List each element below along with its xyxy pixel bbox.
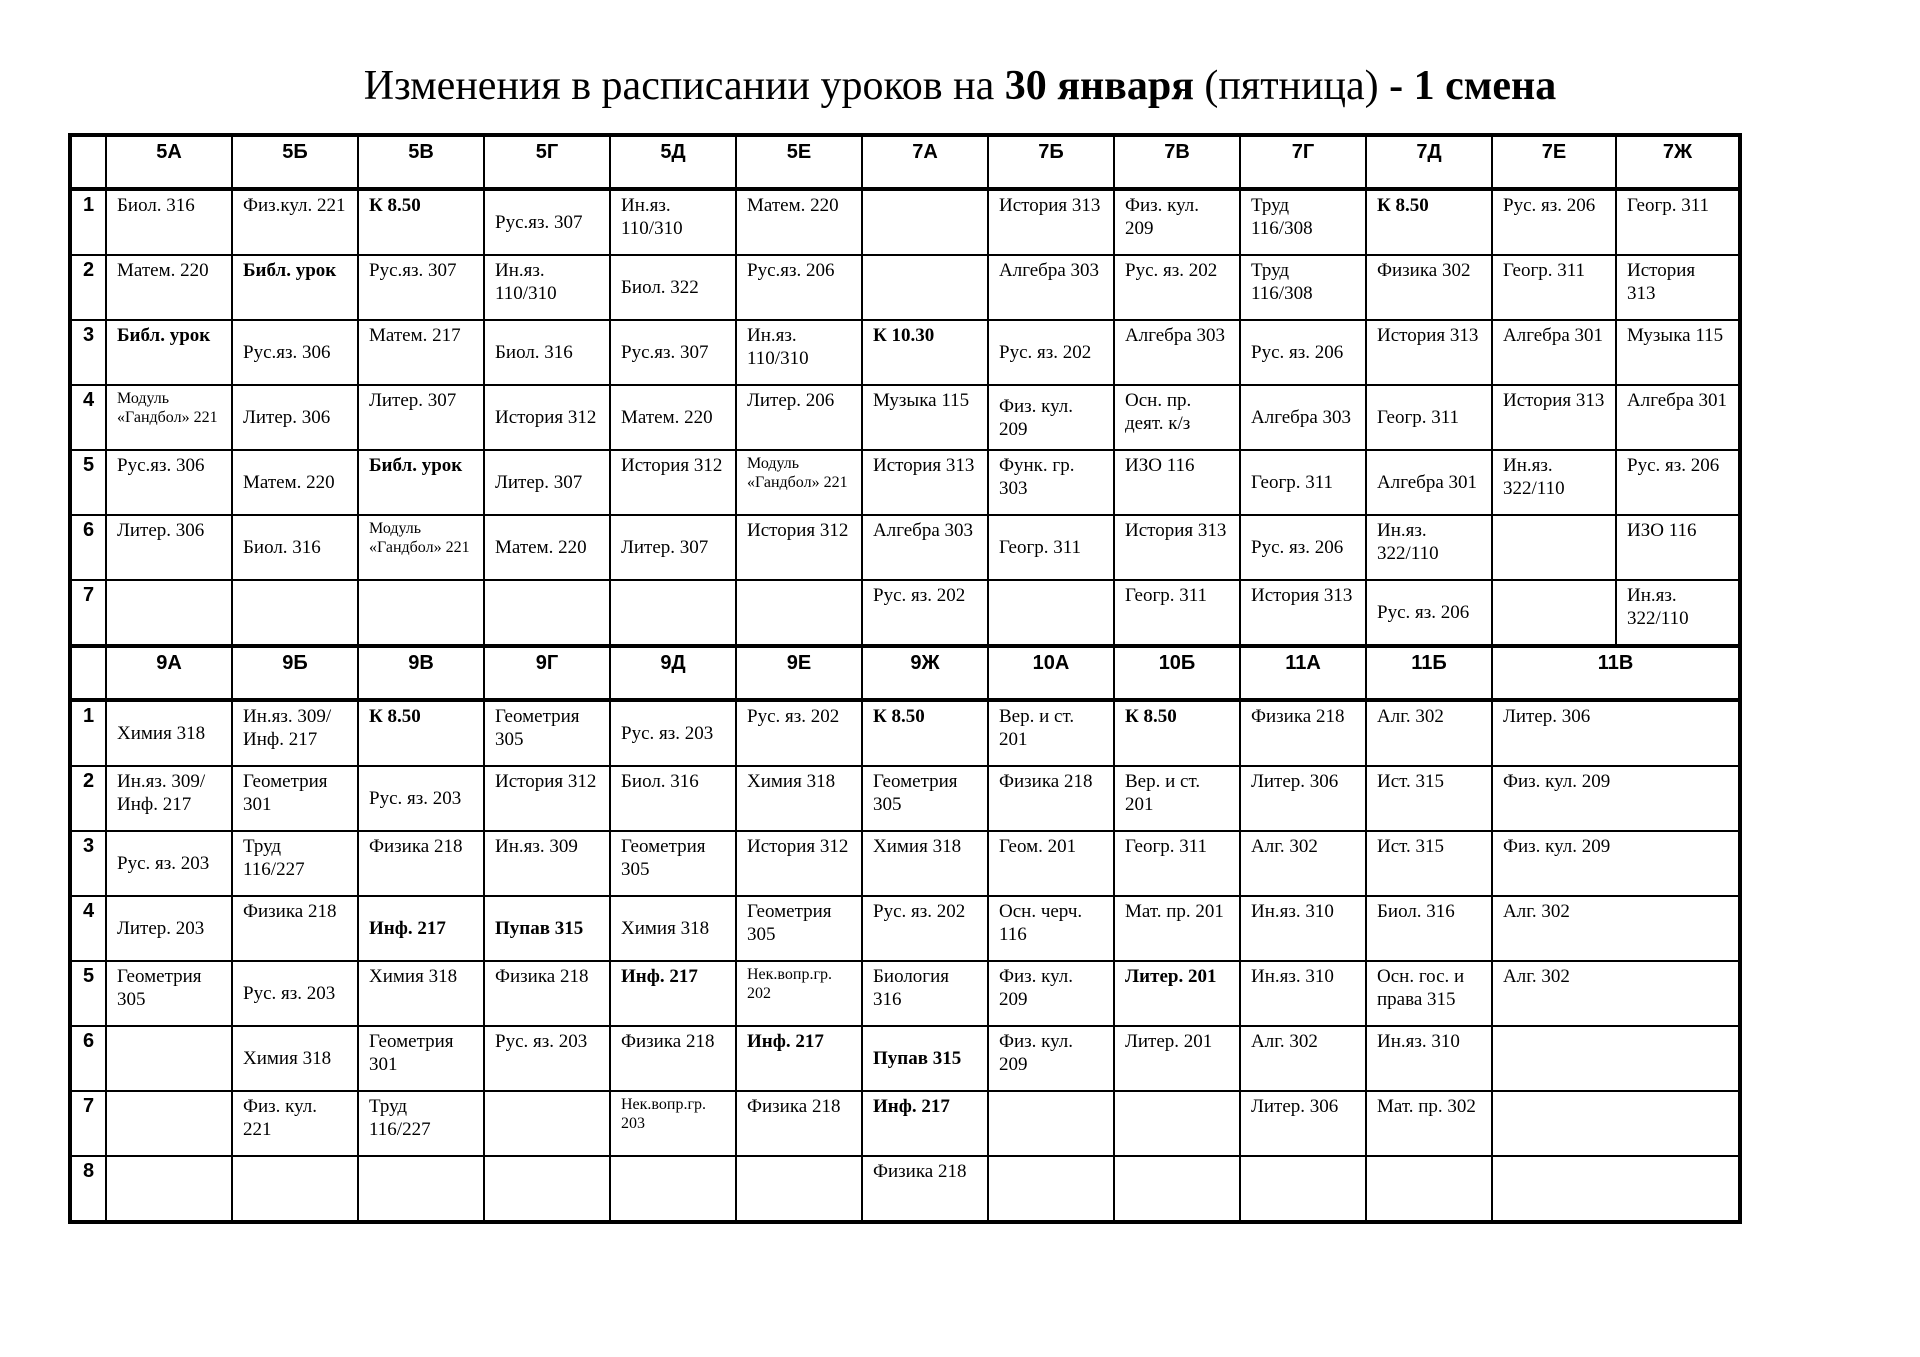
lesson-cell: Физ. кул. 209 — [1492, 766, 1740, 831]
lesson-cell: Физика 218 — [988, 766, 1114, 831]
lesson-cell: К 8.50 — [358, 700, 484, 766]
lesson-cell: Геометрия 305 — [736, 896, 862, 961]
lesson-cell: Физ. кул. 209 — [1492, 831, 1740, 896]
lesson-cell: Физика 218 — [232, 896, 358, 961]
lesson-cell: Матем. 220 — [736, 189, 862, 255]
class-header: 5А — [106, 135, 232, 189]
lesson-cell — [484, 1091, 610, 1156]
lesson-cell: История 313 — [1366, 320, 1492, 385]
lesson-number: 2 — [70, 255, 106, 320]
lesson-cell: Ин.яз. 322/110 — [1616, 580, 1740, 646]
class-header: 9В — [358, 646, 484, 700]
title-part2: (пятница) — [1193, 63, 1390, 109]
lesson-cell: Матем. 220 — [232, 450, 358, 515]
lesson-cell: Рус. яз. 203 — [106, 831, 232, 896]
lesson-number: 4 — [70, 385, 106, 450]
lesson-cell: Ин.яз. 322/110 — [1366, 515, 1492, 580]
lesson-cell: Алгебра 301 — [1492, 320, 1616, 385]
lesson-cell: Алгебра 303 — [1114, 320, 1240, 385]
class-header: 11В — [1492, 646, 1740, 700]
lesson-cell: Литер. 306 — [232, 385, 358, 450]
title-shift: - 1 смена — [1389, 63, 1557, 109]
lesson-cell: Рус. яз. 202 — [988, 320, 1114, 385]
lesson-cell: Алг. 302 — [1240, 1026, 1366, 1091]
lesson-cell: Библ. урок — [358, 450, 484, 515]
schedule-table — [68, 133, 1742, 1224]
lesson-cell — [106, 1156, 232, 1222]
lesson-cell: Химия 318 — [358, 961, 484, 1026]
lesson-number: 6 — [70, 1026, 106, 1091]
lesson-cell: Осн. пр. деят. к/з — [1114, 385, 1240, 450]
lesson-cell: Биол. 316 — [484, 320, 610, 385]
lesson-cell: Геометрия 305 — [106, 961, 232, 1026]
lesson-cell — [988, 580, 1114, 646]
lesson-cell: Биол. 316 — [610, 766, 736, 831]
lesson-cell: Инф. 217 — [736, 1026, 862, 1091]
lesson-cell: Инф. 217 — [358, 896, 484, 961]
page-title — [0, 58, 1920, 114]
lesson-number: 3 — [70, 320, 106, 385]
lesson-number: 4 — [70, 896, 106, 961]
lesson-cell — [736, 1156, 862, 1222]
lesson-cell: Физ. кул. 209 — [1114, 189, 1240, 255]
lesson-cell: История 312 — [736, 831, 862, 896]
lesson-cell: Рус.яз. 306 — [232, 320, 358, 385]
lesson-number: 6 — [70, 515, 106, 580]
class-header: 11А — [1240, 646, 1366, 700]
lesson-cell: Модуль «Гандбол» 221 — [736, 450, 862, 515]
lesson-cell: Модуль «Гандбол» 221 — [106, 385, 232, 450]
lesson-cell — [988, 1091, 1114, 1156]
lesson-cell: Ин.яз. 322/110 — [1492, 450, 1616, 515]
lesson-cell: Физ. кул. 209 — [988, 1026, 1114, 1091]
lesson-cell — [1492, 1026, 1740, 1091]
title-part1: Изменения в расписании уроков на — [363, 63, 1005, 109]
lesson-cell: Матем. 217 — [358, 320, 484, 385]
lesson-cell: Литер. 307 — [610, 515, 736, 580]
lesson-cell: Литер. 203 — [106, 896, 232, 961]
lesson-cell: Алг. 302 — [1240, 831, 1366, 896]
lesson-cell: Геометрия 305 — [862, 766, 988, 831]
lesson-cell: Мат. пр. 201 — [1114, 896, 1240, 961]
lesson-cell: Геометрия 301 — [358, 1026, 484, 1091]
lesson-cell: История 313 — [862, 450, 988, 515]
lesson-cell: Матем. 220 — [484, 515, 610, 580]
lesson-cell: Рус.яз. 307 — [358, 255, 484, 320]
lesson-cell: Алгебра 301 — [1616, 385, 1740, 450]
lesson-cell: Физ.кул. 221 — [232, 189, 358, 255]
lesson-cell: Вер. и ст. 201 — [1114, 766, 1240, 831]
lesson-cell: Рус. яз. 202 — [862, 580, 988, 646]
lesson-number: 1 — [70, 189, 106, 255]
lesson-cell: Физика 218 — [610, 1026, 736, 1091]
lesson-cell: Физика 218 — [736, 1091, 862, 1156]
lesson-cell: Рус.яз. 306 — [106, 450, 232, 515]
lesson-cell: Ин.яз. 110/310 — [610, 189, 736, 255]
lesson-cell: Физика 218 — [862, 1156, 988, 1222]
lesson-cell: Геогр. 311 — [1616, 189, 1740, 255]
lesson-cell: Физика 218 — [358, 831, 484, 896]
lesson-number: 3 — [70, 831, 106, 896]
lesson-cell: Ин.яз. 309 — [484, 831, 610, 896]
lesson-cell: Рус. яз. 206 — [1240, 320, 1366, 385]
lesson-cell — [862, 189, 988, 255]
lesson-cell: Геогр. 311 — [988, 515, 1114, 580]
lesson-cell: Литер. 206 — [736, 385, 862, 450]
lesson-cell: Ин.яз. 310 — [1366, 1026, 1492, 1091]
lesson-cell — [736, 580, 862, 646]
lesson-cell: Алгебра 303 — [862, 515, 988, 580]
lesson-cell: Биол. 322 — [610, 255, 736, 320]
lesson-number: 5 — [70, 961, 106, 1026]
lesson-cell: Литер. 201 — [1114, 961, 1240, 1026]
lesson-cell: Литер. 306 — [1240, 1091, 1366, 1156]
lesson-cell — [1366, 1156, 1492, 1222]
lesson-cell: Труд 116/308 — [1240, 189, 1366, 255]
lesson-cell: ИЗО 116 — [1114, 450, 1240, 515]
lesson-cell: Инф. 217 — [610, 961, 736, 1026]
lesson-cell: Рус. яз. 203 — [232, 961, 358, 1026]
lesson-cell: Геометрия 305 — [610, 831, 736, 896]
lesson-cell — [610, 580, 736, 646]
lesson-cell: Нек.вопр.гр. 203 — [610, 1091, 736, 1156]
lesson-cell — [1492, 580, 1616, 646]
lesson-cell: Физика 302 — [1366, 255, 1492, 320]
class-header: 9Б — [232, 646, 358, 700]
lesson-cell: История 312 — [736, 515, 862, 580]
lesson-cell: К 10.30 — [862, 320, 988, 385]
class-header: 7Ж — [1616, 135, 1740, 189]
lesson-cell: Литер. 306 — [1492, 700, 1740, 766]
lesson-cell: Алг. 302 — [1366, 700, 1492, 766]
lesson-cell — [358, 1156, 484, 1222]
lesson-cell: Пупав 315 — [862, 1026, 988, 1091]
lesson-cell: Геом. 201 — [988, 831, 1114, 896]
lesson-cell: История 313 — [1492, 385, 1616, 450]
class-header: 7Д — [1366, 135, 1492, 189]
lesson-cell: Рус.яз. 206 — [736, 255, 862, 320]
lesson-cell: Физ. кул. 221 — [232, 1091, 358, 1156]
lesson-cell — [484, 1156, 610, 1222]
lesson-cell: История 313 — [1240, 580, 1366, 646]
lesson-cell: Биол. 316 — [106, 189, 232, 255]
class-header: 7В — [1114, 135, 1240, 189]
class-header: 9Е — [736, 646, 862, 700]
lesson-cell — [232, 580, 358, 646]
lesson-cell: Биол. 316 — [232, 515, 358, 580]
lesson-cell: Труд 116/227 — [232, 831, 358, 896]
lesson-cell: Алг. 302 — [1492, 961, 1740, 1026]
lesson-cell: История 312 — [484, 385, 610, 450]
lesson-cell — [106, 1026, 232, 1091]
lesson-cell: История 313 — [1616, 255, 1740, 320]
lesson-cell: Труд 116/308 — [1240, 255, 1366, 320]
lesson-cell: История 312 — [610, 450, 736, 515]
lesson-number: 8 — [70, 1156, 106, 1222]
class-header: 9Ж — [862, 646, 988, 700]
lesson-cell: К 8.50 — [1366, 189, 1492, 255]
lesson-cell: Алгебра 301 — [1366, 450, 1492, 515]
lesson-cell: Рус. яз. 203 — [484, 1026, 610, 1091]
lesson-cell: К 8.50 — [862, 700, 988, 766]
class-header: 5Д — [610, 135, 736, 189]
lesson-cell: Ин.яз. 310 — [1240, 961, 1366, 1026]
lesson-cell: Рус.яз. 307 — [484, 189, 610, 255]
lesson-cell: Функ. гр. 303 — [988, 450, 1114, 515]
lesson-cell: К 8.50 — [1114, 700, 1240, 766]
lesson-cell: Нек.вопр.гр. 202 — [736, 961, 862, 1026]
lesson-cell: Осн. черч. 116 — [988, 896, 1114, 961]
class-header: 5Б — [232, 135, 358, 189]
class-header: 5В — [358, 135, 484, 189]
lesson-cell: Музыка 115 — [1616, 320, 1740, 385]
lesson-cell: Геогр. 311 — [1114, 580, 1240, 646]
lesson-number: 7 — [70, 580, 106, 646]
lesson-cell: Литер. 307 — [358, 385, 484, 450]
lesson-cell: История 313 — [1114, 515, 1240, 580]
lesson-cell: Рус. яз. 203 — [610, 700, 736, 766]
lesson-cell: Рус. яз. 203 — [358, 766, 484, 831]
lesson-cell: Рус. яз. 206 — [1492, 189, 1616, 255]
header-corner — [70, 646, 106, 700]
lesson-cell: Химия 318 — [862, 831, 988, 896]
lesson-cell — [106, 580, 232, 646]
class-header: 7Б — [988, 135, 1114, 189]
lesson-cell — [1114, 1091, 1240, 1156]
class-header: 10Б — [1114, 646, 1240, 700]
lesson-cell: Химия 318 — [610, 896, 736, 961]
class-header: 7Е — [1492, 135, 1616, 189]
lesson-cell: Физ. кул. 209 — [988, 385, 1114, 450]
lesson-cell: Труд 116/227 — [358, 1091, 484, 1156]
lesson-cell: Геогр. 311 — [1366, 385, 1492, 450]
lesson-cell: Ин.яз. 309/ Инф. 217 — [232, 700, 358, 766]
lesson-cell: Матем. 220 — [106, 255, 232, 320]
lesson-cell: Инф. 217 — [862, 1091, 988, 1156]
lesson-cell: К 8.50 — [358, 189, 484, 255]
lesson-cell: Рус. яз. 206 — [1240, 515, 1366, 580]
class-header: 9А — [106, 646, 232, 700]
lesson-cell: Химия 318 — [736, 766, 862, 831]
header-corner — [70, 135, 106, 189]
lesson-cell: Биол. 316 — [1366, 896, 1492, 961]
class-header: 11Б — [1366, 646, 1492, 700]
lesson-number: 5 — [70, 450, 106, 515]
lesson-cell: Рус. яз. 206 — [1366, 580, 1492, 646]
lesson-cell: Ин.яз. 110/310 — [736, 320, 862, 385]
lesson-cell: Химия 318 — [106, 700, 232, 766]
lesson-cell — [484, 580, 610, 646]
lesson-cell: Осн. гос. и права 315 — [1366, 961, 1492, 1026]
lesson-cell: История 312 — [484, 766, 610, 831]
lesson-cell — [1492, 1091, 1740, 1156]
lesson-cell: Рус. яз. 202 — [736, 700, 862, 766]
lesson-cell: Алгебра 303 — [1240, 385, 1366, 450]
class-header: 7А — [862, 135, 988, 189]
class-header: 10А — [988, 646, 1114, 700]
lesson-cell — [1114, 1156, 1240, 1222]
lesson-cell: Геометрия 301 — [232, 766, 358, 831]
class-header: 9Д — [610, 646, 736, 700]
lesson-cell — [1492, 515, 1616, 580]
lesson-cell: Геогр. 311 — [1492, 255, 1616, 320]
lesson-cell: Алг. 302 — [1492, 896, 1740, 961]
lesson-cell: Вер. и ст. 201 — [988, 700, 1114, 766]
lesson-cell — [106, 1091, 232, 1156]
lesson-cell: Рус. яз. 206 — [1616, 450, 1740, 515]
class-header: 5Г — [484, 135, 610, 189]
lesson-cell — [988, 1156, 1114, 1222]
lesson-cell: Пупав 315 — [484, 896, 610, 961]
lesson-cell: Музыка 115 — [862, 385, 988, 450]
lesson-cell: Матем. 220 — [610, 385, 736, 450]
lesson-cell: Мат. пр. 302 — [1366, 1091, 1492, 1156]
lesson-cell: Литер. 307 — [484, 450, 610, 515]
lesson-cell: Рус. яз. 202 — [1114, 255, 1240, 320]
lesson-cell — [610, 1156, 736, 1222]
lesson-cell: Физика 218 — [1240, 700, 1366, 766]
lesson-cell: Геометрия 305 — [484, 700, 610, 766]
lesson-cell: Алгебра 303 — [988, 255, 1114, 320]
lesson-cell: Ин.яз. 110/310 — [484, 255, 610, 320]
lesson-cell — [862, 255, 988, 320]
lesson-cell: Химия 318 — [232, 1026, 358, 1091]
lesson-cell: Ист. 315 — [1366, 766, 1492, 831]
lesson-cell: Физика 218 — [484, 961, 610, 1026]
lesson-cell: Геогр. 311 — [1114, 831, 1240, 896]
lesson-cell: Ин.яз. 309/ Инф. 217 — [106, 766, 232, 831]
lesson-cell: Ин.яз. 310 — [1240, 896, 1366, 961]
class-header: 5Е — [736, 135, 862, 189]
lesson-number: 7 — [70, 1091, 106, 1156]
class-header: 9Г — [484, 646, 610, 700]
lesson-cell — [1240, 1156, 1366, 1222]
lesson-cell: Ист. 315 — [1366, 831, 1492, 896]
lesson-cell: Литер. 201 — [1114, 1026, 1240, 1091]
title-date: 30 января — [1004, 63, 1194, 109]
lesson-cell: Библ. урок — [232, 255, 358, 320]
lesson-cell — [232, 1156, 358, 1222]
lesson-cell: Библ. урок — [106, 320, 232, 385]
lesson-cell: Рус.яз. 307 — [610, 320, 736, 385]
lesson-cell: ИЗО 116 — [1616, 515, 1740, 580]
lesson-cell: Литер. 306 — [106, 515, 232, 580]
lesson-cell: История 313 — [988, 189, 1114, 255]
lesson-cell: Модуль «Гандбол» 221 — [358, 515, 484, 580]
lesson-cell: Биология 316 — [862, 961, 988, 1026]
lesson-cell: Литер. 306 — [1240, 766, 1366, 831]
lesson-number: 1 — [70, 700, 106, 766]
lesson-cell: Физ. кул. 209 — [988, 961, 1114, 1026]
lesson-cell: Рус. яз. 202 — [862, 896, 988, 961]
class-header: 7Г — [1240, 135, 1366, 189]
lesson-cell: Геогр. 311 — [1240, 450, 1366, 515]
lesson-cell — [358, 580, 484, 646]
lesson-cell — [1492, 1156, 1740, 1222]
lesson-number: 2 — [70, 766, 106, 831]
